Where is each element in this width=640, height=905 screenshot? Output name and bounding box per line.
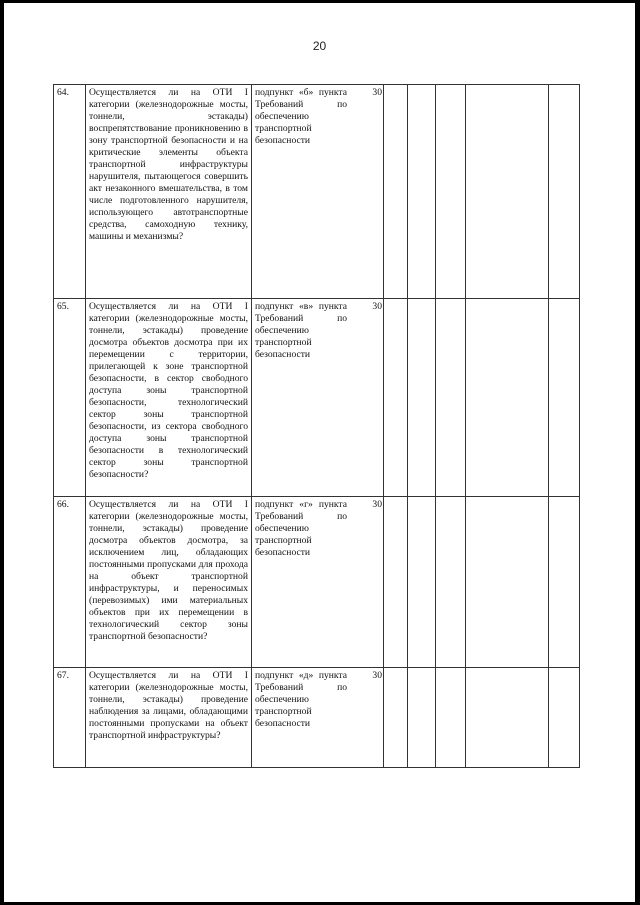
note-cell <box>466 497 549 668</box>
item-number: 66. <box>54 497 86 668</box>
answer-yes-cell <box>384 85 408 299</box>
extra-cell <box>549 497 580 668</box>
requirement-point: 30 <box>372 670 382 681</box>
question-text: Осуществляется ли на ОТИ I категории (железнодорожные мосты, тоннели, эстакады) проведение досмотра объектов досмотра, за исключением лиц, обладающих постоянными пропусками для прохода на объект транспортной инфраструктуры, и переносимых (перевозимых) ими материальных объектов при их перемещении в технологический сектор зоны транспортной безопасности? <box>86 497 252 668</box>
answer-no-cell <box>408 85 436 299</box>
requirement-point: 30 <box>372 87 382 98</box>
checklist-table <box>53 84 580 768</box>
requirement-cell <box>252 299 384 497</box>
page-number: 20 <box>312 39 327 53</box>
question-text: Осуществляется ли на ОТИ I категории (железнодорожные мосты, тоннели, эстакады) проведение наблюдения за лицами, обладающими постоянными пропусками на объект транспортной инфраструктуры? <box>86 668 252 768</box>
answer-no-cell <box>408 668 436 768</box>
note-cell <box>466 85 549 299</box>
requirement-point: 30 <box>372 499 382 510</box>
question-text: Осуществляется ли на ОТИ I категории (железнодорожные мосты, тоннели, эстакады) воспрепятствование проникновению в зону транспортной безопасности и на критические элементы объекта транспортной инфраструктуры нарушителя, пытающегося совершить акт незаконного вмешательства, в том числе подготовленного нарушителя, использующего автотранспортные средства, самоходную технику, машины и механизмы? <box>86 85 252 299</box>
requirement-cell <box>252 668 384 768</box>
requirement-text: подпункт «д» пункта Требований по обеспечению транспортной безопасности <box>255 670 347 729</box>
note-cell <box>466 668 549 768</box>
requirement-text: подпункт «г» пункта Требований по обеспечению транспортной безопасности <box>255 499 347 558</box>
item-number: 64. <box>54 85 86 299</box>
answer-na-cell <box>436 299 466 497</box>
question-text: Осуществляется ли на ОТИ I категории (железнодорожные мосты, тоннели, эстакады) проведение досмотра объектов досмотра при их перемещении с территории, прилегающей к зоне транспортной безопасности, в сектор свободного доступа зоны транспортной безопасности, технологический сектор зоны транспортной безопасности, из сектора свободного доступа зоны транспортной безопасности в технологический сектор зоны транспортной безопасности? <box>86 299 252 497</box>
answer-na-cell <box>436 85 466 299</box>
document-page <box>4 3 635 902</box>
requirement-cell <box>252 85 384 299</box>
note-cell <box>466 299 549 497</box>
extra-cell <box>549 85 580 299</box>
answer-no-cell <box>408 299 436 497</box>
answer-yes-cell <box>384 668 408 768</box>
table-row <box>54 497 580 668</box>
requirement-text: подпункт «в» пункта Требований по обеспечению транспортной безопасности <box>255 301 347 360</box>
requirement-text: подпункт «б» пункта Требований по обеспечению транспортной безопасности <box>255 87 347 146</box>
answer-yes-cell <box>384 299 408 497</box>
requirement-cell <box>252 497 384 668</box>
answer-no-cell <box>408 497 436 668</box>
table-row <box>54 299 580 497</box>
item-number: 65. <box>54 299 86 497</box>
extra-cell <box>549 299 580 497</box>
item-number: 67. <box>54 668 86 768</box>
answer-na-cell <box>436 497 466 668</box>
extra-cell <box>549 668 580 768</box>
answer-yes-cell <box>384 497 408 668</box>
requirement-point: 30 <box>372 301 382 312</box>
table-row <box>54 85 580 299</box>
table-row <box>54 668 580 768</box>
answer-na-cell <box>436 668 466 768</box>
